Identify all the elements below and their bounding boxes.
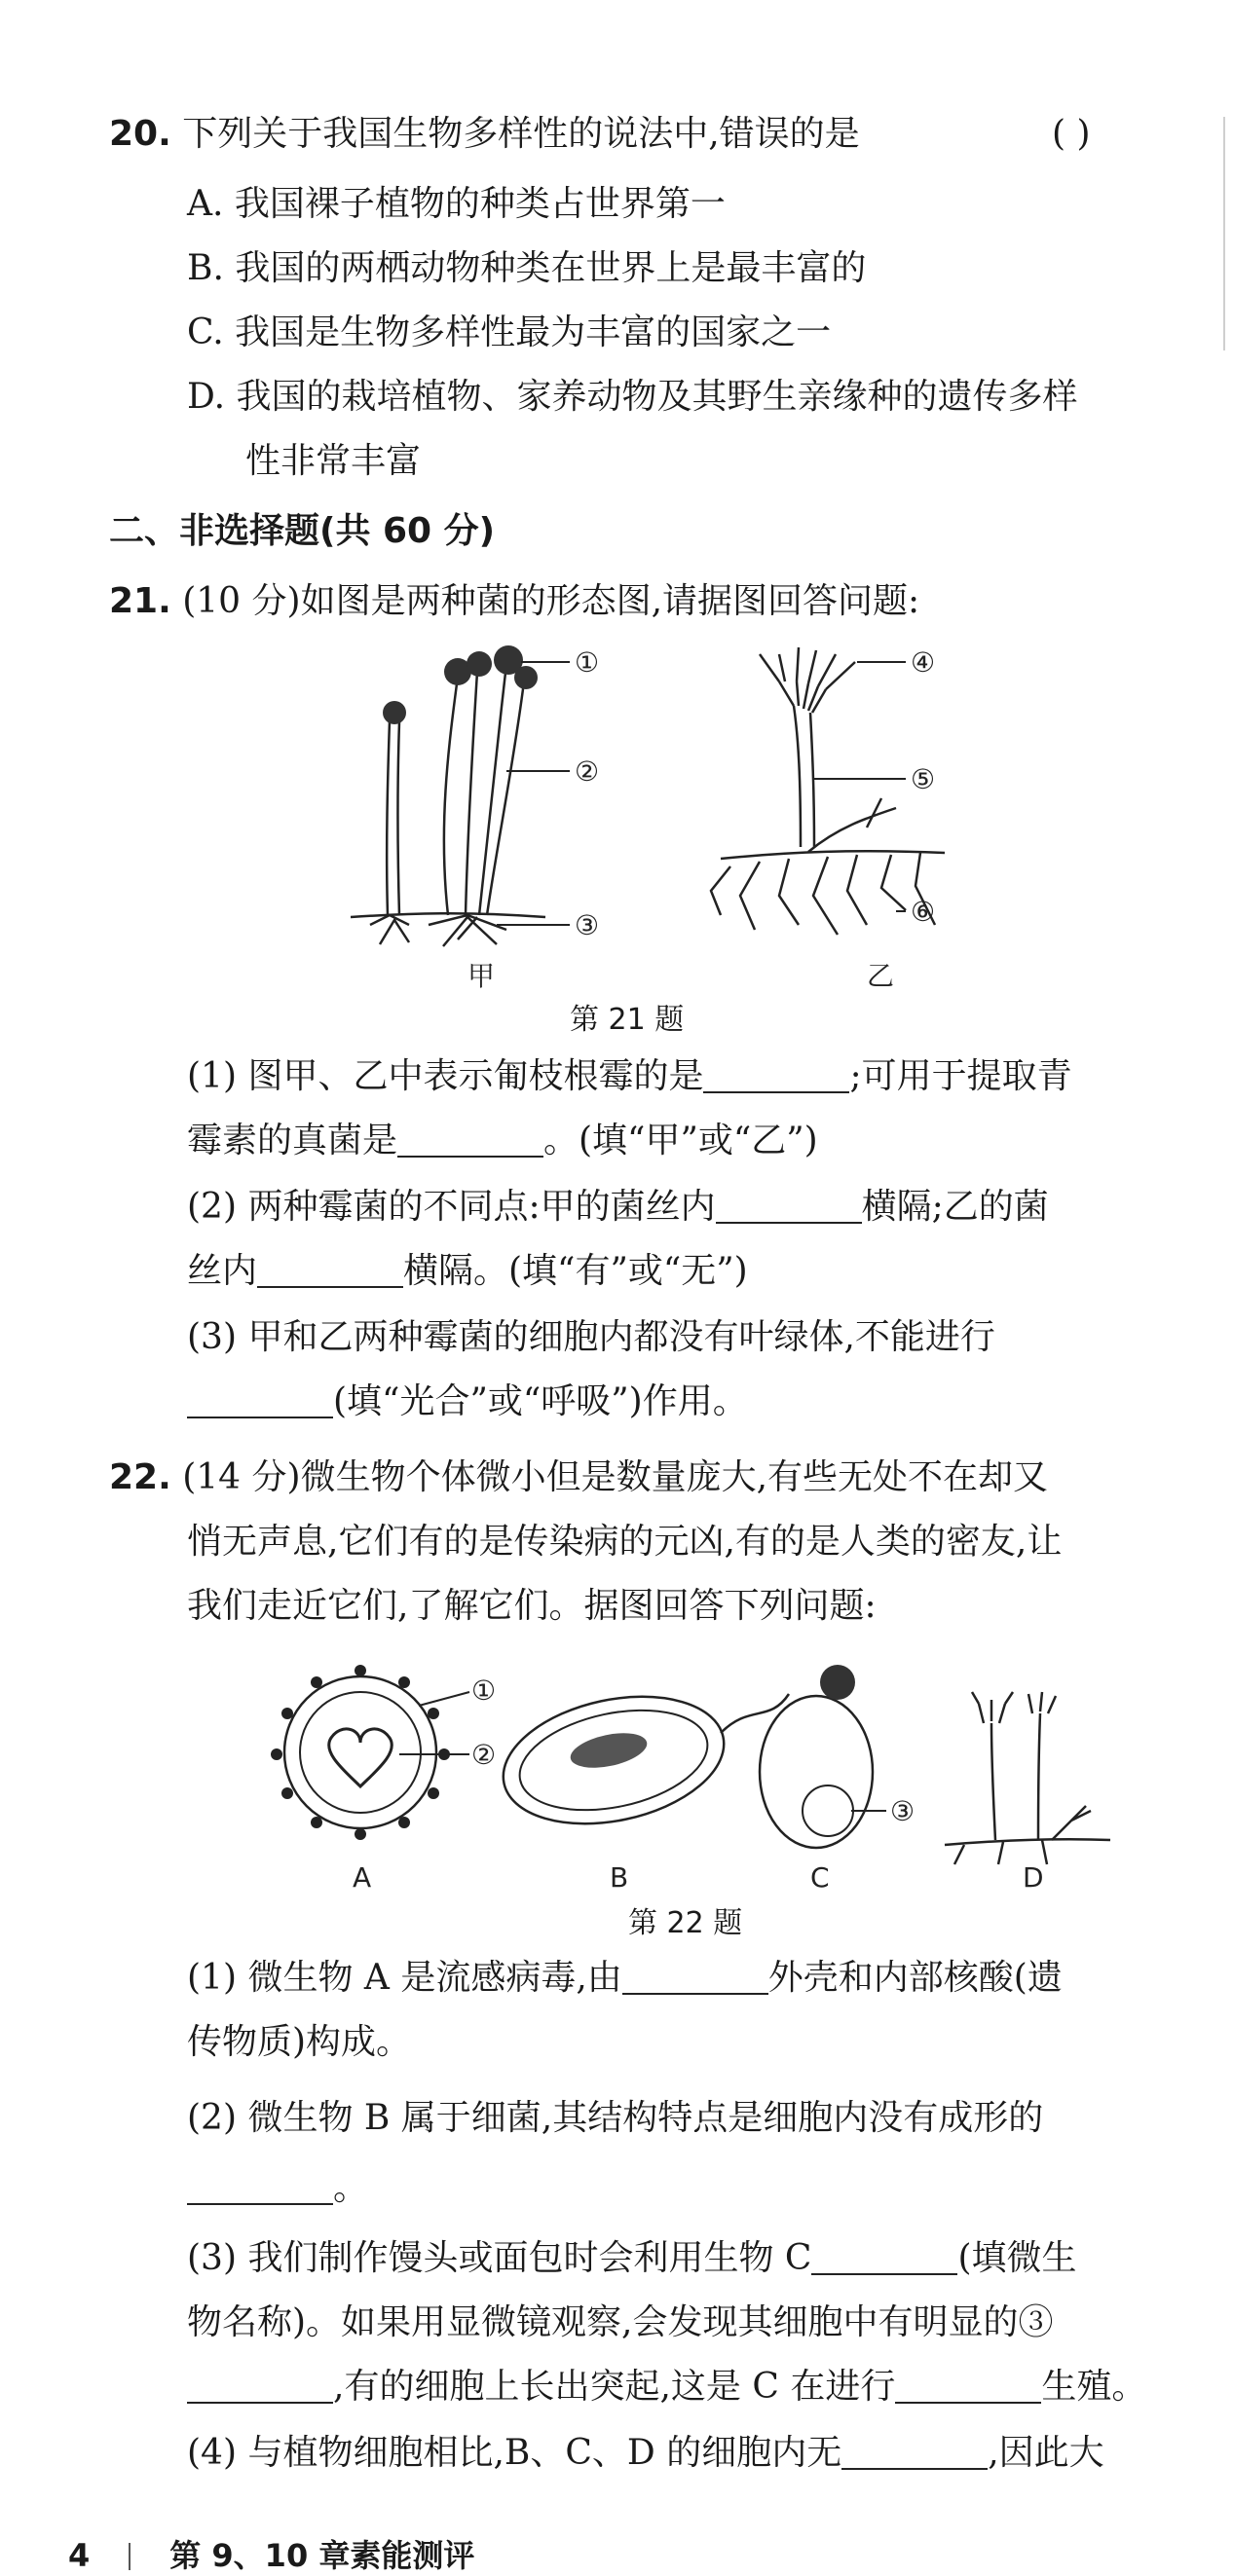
- q22-label-2: ②: [471, 1739, 497, 1771]
- q22-part3-text-a: (3) 我们制作馒头或面包时会利用生物 C: [187, 2238, 812, 2278]
- penicillium-small-drawing: [945, 1692, 1110, 1864]
- q22-part3-blank-3[interactable]: [895, 2367, 1041, 2404]
- yeast-bud: [820, 1665, 855, 1700]
- q21-label-5: ⑤: [911, 763, 936, 795]
- section-2-title: 二、非选择题(共 60 分): [109, 511, 496, 551]
- q22-part1-line1: [187, 1953, 1063, 2004]
- yeast-drawing: [760, 1696, 873, 1848]
- q21-part2-blank-1[interactable]: [716, 1187, 862, 1224]
- q22-label-1: ①: [471, 1674, 497, 1707]
- q21-part1-text-d: 。(填“甲”或“乙”): [543, 1121, 818, 1160]
- virus-leader-lines: [399, 1692, 469, 1754]
- q21-label-3: ③: [575, 909, 600, 941]
- q22-figure-name-c: C: [810, 1861, 830, 1894]
- q21-part1-text-c: 霉素的真菌是: [187, 1121, 398, 1160]
- q22-part2-line1: (2) 微生物 B 属于细菌,其结构特点是细胞内没有成形的: [187, 2098, 1044, 2138]
- q21-part2-text-c: 丝内: [187, 1251, 258, 1291]
- q21-part2-text-a: (2) 两种霉菌的不同点:甲的菌丝内: [187, 1187, 716, 1227]
- q21-label-2: ②: [575, 755, 600, 788]
- q22-part4-blank[interactable]: [841, 2433, 988, 2470]
- q22-figure: [263, 1645, 1120, 1898]
- q22-stem-line1: [109, 1453, 1048, 1503]
- q20-answer-paren: ( ): [1052, 114, 1091, 154]
- q22-stem-line2: 悄无声息,它们有的是传染病的元凶,有的是人类的密友,让: [187, 1522, 1063, 1562]
- q21-part1-blank-1[interactable]: [703, 1056, 849, 1093]
- q22-part1-blank[interactable]: [622, 1958, 768, 1995]
- q22-part3-blank-1[interactable]: [811, 2238, 957, 2275]
- q21-part2-text-d: 横隔。(填“有”或“无”): [403, 1251, 748, 1291]
- q22-part3-line1: [187, 2233, 1076, 2284]
- q20-option-d: D. 我国的栽培植物、家养动物及其野生亲缘种的遗传多样: [187, 377, 1078, 417]
- q22-part3-line3: [187, 2362, 1146, 2412]
- q21-label-4: ④: [911, 646, 936, 679]
- q22-part4-text-b: ,因此大: [988, 2433, 1104, 2473]
- q21-part2-text-b: 横隔;乙的菌: [861, 1187, 1049, 1227]
- q21-stem-line: [109, 576, 919, 627]
- q21-part3-blank[interactable]: [187, 1381, 333, 1418]
- q22-part1-text-b: 外壳和内部核酸(遗: [767, 1958, 1063, 1998]
- q22-part2-text-b: 。: [333, 2168, 369, 2208]
- q21-part2-line1: [187, 1182, 1049, 1233]
- q21-label-1: ①: [575, 646, 600, 679]
- page-footer: [68, 2531, 474, 2576]
- q21-part1-line2: [187, 1116, 818, 1166]
- q22-figure-name-a: A: [353, 1861, 372, 1894]
- q22-part3-blank-2[interactable]: [187, 2367, 333, 2404]
- q22-part3-text-d: ,有的细胞上长出突起,这是 C 在进行: [333, 2367, 896, 2407]
- q21-figure-name-yi: 乙: [867, 960, 895, 992]
- footer-title: 第 9、10 章素能测评: [169, 2537, 475, 2574]
- virus-drawing: [284, 1676, 436, 1828]
- q22-number: 22.: [109, 1457, 171, 1497]
- q21-part1-text-b: ;可用于提取青: [849, 1056, 1072, 1096]
- page-number: 4: [68, 2537, 91, 2574]
- q21-caption: 第 21 题: [570, 1003, 685, 1037]
- q20-option-a: A. 我国裸子植物的种类占世界第一: [187, 184, 726, 224]
- q21-figure: [351, 633, 993, 993]
- q22-part2-line2: [187, 2163, 368, 2214]
- q21-part3-text-b: (填“光合”或“呼吸”)作用。: [333, 1381, 748, 1421]
- q22-part1-text-a: (1) 微生物 A 是流感病毒,由: [187, 1958, 622, 1998]
- q22-caption: 第 22 题: [628, 1906, 743, 1940]
- q22-part3-text-e: 生殖。: [1041, 2367, 1147, 2407]
- q22-figure-name-d: D: [1023, 1861, 1044, 1894]
- q22-part1-line2: 传物质)构成。: [187, 2022, 412, 2062]
- q22-part2-blank[interactable]: [187, 2168, 333, 2205]
- q21-part3-line2: [187, 1377, 748, 1427]
- q20-number: 20.: [109, 114, 171, 154]
- penicillium-drawing: [711, 647, 945, 935]
- q21-part2-line2: [187, 1246, 748, 1297]
- q22-label-3: ③: [890, 1795, 915, 1827]
- q20-option-c: C. 我国是生物多样性最为丰富的国家之一: [187, 313, 832, 352]
- q21-part1-text-a: (1) 图甲、乙中表示匍枝根霉的是: [187, 1056, 704, 1096]
- rhizopus-sporangia: [383, 645, 538, 724]
- q22-figure-name-b: B: [610, 1861, 629, 1894]
- penicillium-leader-lines: [814, 662, 906, 911]
- q22-part3-line2: 物名称)。如果用显微镜观察,会发现其细胞中有明显的③: [187, 2302, 1054, 2342]
- q21-figure-name-jia: 甲: [467, 960, 496, 992]
- q21-part3-line1: (3) 甲和乙两种霉菌的细胞内都没有叶绿体,不能进行: [187, 1317, 995, 1357]
- q21-part1-line1: [187, 1051, 1072, 1102]
- footer-separator: [129, 2543, 131, 2570]
- q21-part1-blank-2[interactable]: [397, 1121, 543, 1158]
- q20-option-b: B. 我国的两栖动物种类在世界上是最丰富的: [187, 248, 867, 288]
- q22-part4-line1: [187, 2428, 1104, 2479]
- q22-part3-text-b: (填微生: [957, 2238, 1077, 2278]
- q21-part2-blank-2[interactable]: [257, 1251, 403, 1288]
- q20-stem: 下列关于我国生物多样性的说法中,错误的是: [182, 114, 860, 154]
- bacterium-drawing: [492, 1677, 789, 1842]
- q21-label-6: ⑥: [911, 896, 936, 928]
- q22-stem-1: (14 分)微生物个体微小但是数量庞大,有些无处不在却又: [182, 1457, 1049, 1497]
- rhizopus-drawing: [351, 664, 545, 946]
- bacterium-nucleoid: [568, 1727, 651, 1774]
- q20-option-d-continued: 性非常丰富: [245, 441, 422, 481]
- q22-part4-text-a: (4) 与植物细胞相比,B、C、D 的细胞内无: [187, 2433, 842, 2473]
- page-edge-mark: [1223, 117, 1225, 350]
- q21-stem: (10 分)如图是两种菌的形态图,请据图回答问题:: [182, 581, 920, 621]
- q20-stem-line: [109, 109, 860, 160]
- q21-number: 21.: [109, 581, 171, 621]
- q22-stem-line3: 我们走近它们,了解它们。据图回答下列问题:: [187, 1586, 877, 1626]
